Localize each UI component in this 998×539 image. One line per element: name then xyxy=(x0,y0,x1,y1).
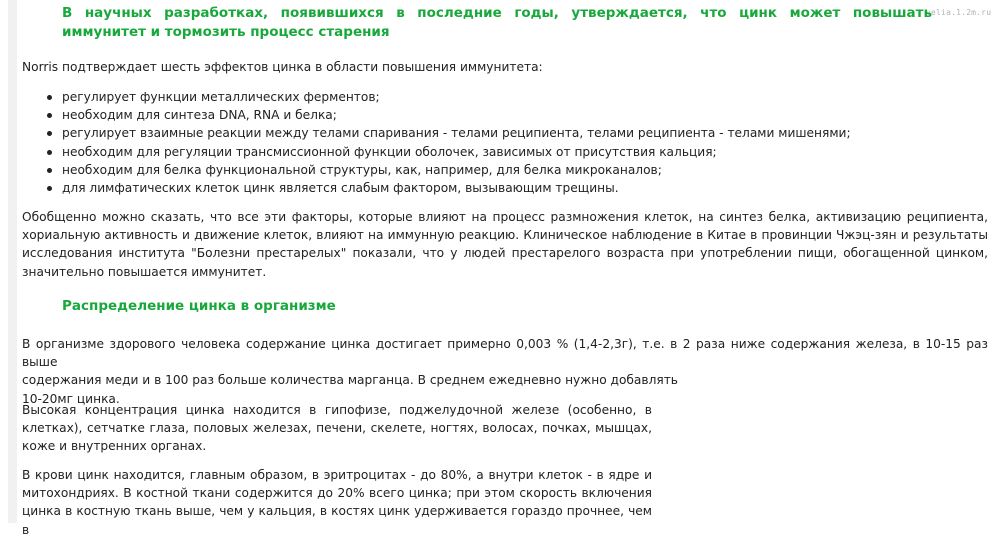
effects-list xyxy=(44,88,994,197)
zinc-content-line-2: содержания меди и в 100 раз больше количества марганца. В среднем ежедневно нужно добавлять xyxy=(22,373,678,388)
effect-item-3: регулирует взаимные реакции между телами спаривания - телами реципиента, телами реципиента - телами мишенями; xyxy=(44,124,994,142)
intro-heading: В научных разработках, появившихся в последние годы, утверждается, что цинк может повышать иммунитет и тормозить процесс старения xyxy=(62,5,932,40)
blood-paragraph: В крови цинк находится, главным образом, в эритроцитах - до 80%, а внутри клеток - в ядре и митохондриях. В костной ткани содержится до 20% всего цинка; при этом скорость включения цинка в костную ткань выше, чем у кальция, в костях цинк удерживается гораздо прочнее, чем в xyxy=(22,468,652,537)
zinc-content-line-3: 10-20мг цинка. xyxy=(22,391,120,406)
zinc-content-line-1: В организме здорового человека содержание цинка достигает примерно 0,003 % (1,4-2,3г), т.е. в 2 раза ниже содержания железа, в 10-15 раз выше xyxy=(22,337,988,370)
effect-item-5: необходим для белка функциональной структуры, как, например, для белка микроканалов; xyxy=(44,161,994,179)
norris-intro: Norris подтверждает шесть эффектов цинка в области повышения иммунитета: xyxy=(22,60,543,74)
effect-item-6: для лимфатических клеток цинк является слабым фактором, вызывающим трещины. xyxy=(44,179,994,197)
left-margin-strip xyxy=(8,0,17,523)
watermark: velia.1.2m.ru xyxy=(926,8,992,17)
effect-item-4: необходим для регуляции трансмиссионной функции оболочек, зависимых от присутствия кальция; xyxy=(44,143,994,161)
summary-paragraph: Обобщенно можно сказать, что все эти факторы, которые влияют на процесс размножения клеток, на синтез белка, активизацию реципиента, хориальную активность и движение клеток, влияют на иммунную реакцию. Клиническое наблюдение в Китае в провинции Чжэц-зян и результаты исследования института "Болезни престарелых" показали, что у людей престарелого возраста при употреблении пищи, обогащенной цинком, значительно повышается иммунитет. xyxy=(22,210,988,279)
zinc-content-paragraph xyxy=(22,335,988,408)
effect-item-1: регулирует функции металлических ферментов; xyxy=(44,88,994,106)
effect-item-2: необходим для синтеза DNA, RNA и белка; xyxy=(44,106,994,124)
distribution-heading: Распределение цинка в организме xyxy=(62,298,336,314)
concentration-paragraph: Высокая концентрация цинка находится в гипофизе, поджелудочной железе (особенно, в клетках), сетчатке глаза, половых железах, печени, скелете, ногтях, волосах, почках, мышцах, коже и внутренних органах. xyxy=(22,403,652,454)
